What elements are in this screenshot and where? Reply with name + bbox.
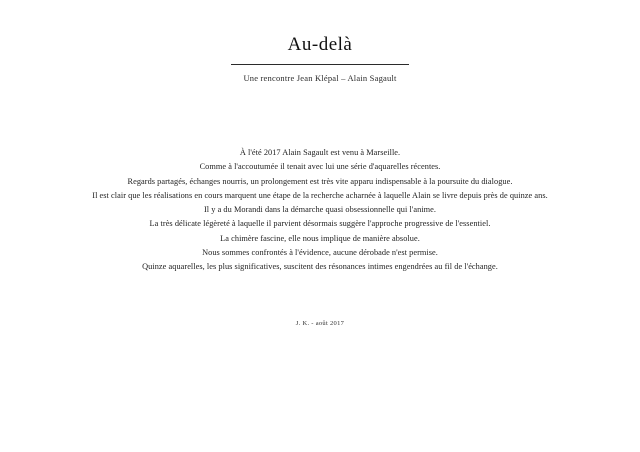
page-title: Au-delà [287,34,353,55]
title-divider [231,64,409,65]
body-line: À l'été 2017 Alain Sagault est venu à Marseille. [239,148,401,157]
signature-line: J. K. - août 2017 [295,320,345,327]
document-header [0,34,640,83]
document-subtitle: Une rencontre Jean Klépal – Alain Sagault [243,72,397,83]
body-line: Il est clair que les réalisations en cours marquent une étape de la recherche acharnée à laquelle Alain se livre depuis près de quinze ans. [92,190,548,200]
body-line: La très délicate légèreté à laquelle il parvient désormais suggère l'approche progressive de l'essentiel. [149,219,491,229]
body-line: Quinze aquarelles, les plus significatives, suscitent des résonances intimes engendrées au fil de l'échange. [142,262,498,272]
body-line: Nous sommes confrontés à l'évidence, aucune dérobade n'est permise. [202,248,438,258]
document-body [0,146,640,275]
body-line: Comme à l'accoutumée il tenait avec lui une série d'aquarelles récentes. [199,162,441,172]
body-line: La chimère fascine, elle nous implique de manière absolue. [220,233,420,243]
body-line: Regards partagés, échanges nourris, un prolongement est très vite apparu indispensable à la poursuite du dialogue. [127,176,513,186]
body-line: Il y a du Morandi dans la démarche quasi obsessionnelle qui l'anime. [203,205,437,215]
